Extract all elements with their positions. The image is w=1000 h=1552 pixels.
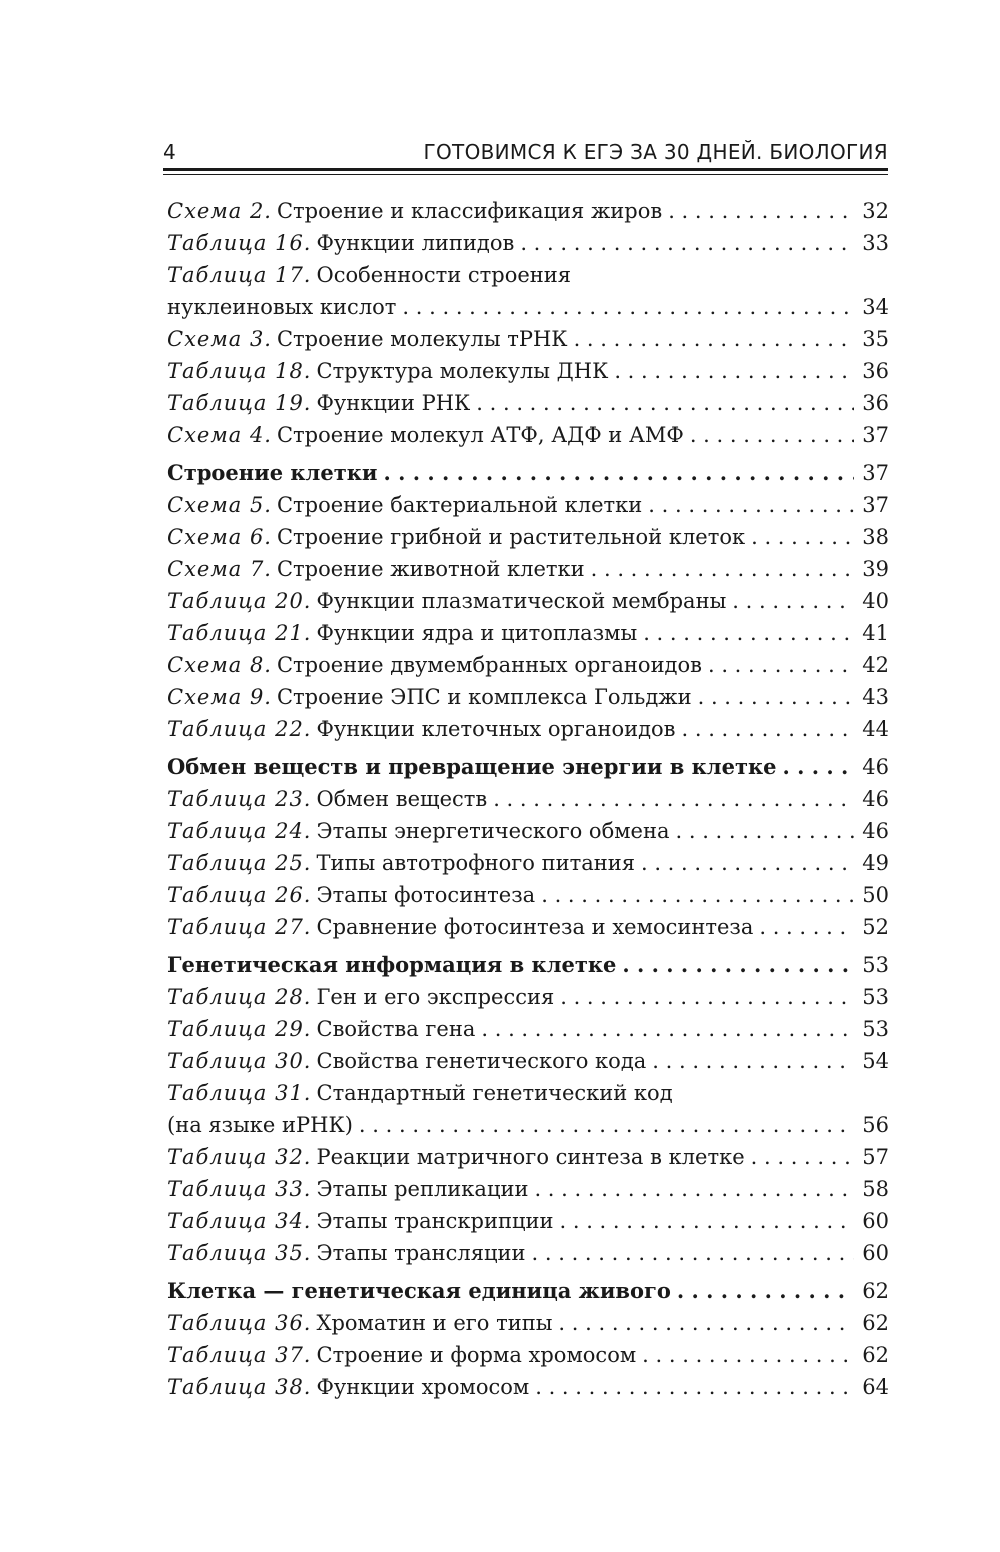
entry-label: Таблица 27. (167, 914, 312, 939)
entry-label: Таблица 32. (167, 1144, 312, 1169)
dot-leader (677, 1275, 854, 1307)
toc-entry (167, 681, 889, 713)
toc-entry (167, 1339, 889, 1371)
toc-entry (167, 291, 889, 323)
entry-title: Типы автотрофного питания (316, 850, 635, 875)
toc-entry (167, 489, 889, 521)
entry-label: Таблица 38. (167, 1374, 312, 1399)
dot-leader (708, 649, 854, 681)
toc-entry (167, 419, 889, 451)
entry-label: Схема 5. (167, 492, 272, 517)
toc-entry (167, 259, 889, 291)
toc-entry (167, 713, 889, 745)
page-ref: 46 (862, 786, 889, 811)
dot-leader (690, 419, 854, 451)
section-title: Генетическая информация в клетке (167, 951, 617, 977)
page-ref: 52 (862, 914, 889, 939)
toc-section (167, 949, 889, 981)
page-ref: 53 (862, 952, 889, 977)
dot-leader (652, 1045, 854, 1077)
toc-entry (167, 617, 889, 649)
dot-leader (591, 553, 855, 585)
page-ref: 62 (862, 1278, 889, 1303)
entry-label: Таблица 33. (167, 1176, 312, 1201)
toc-entry (167, 1205, 889, 1237)
entry-label: Схема 9. (167, 684, 272, 709)
page-ref: 39 (862, 556, 889, 581)
page-ref: 42 (862, 652, 889, 677)
entry-label: Схема 7. (167, 556, 272, 581)
toc-section (167, 457, 889, 489)
toc-entry (167, 1307, 889, 1339)
dot-leader (676, 815, 855, 847)
toc-entry (167, 1077, 889, 1109)
dot-leader (535, 1371, 854, 1403)
dot-leader (359, 1109, 854, 1141)
entry-title: Ген и его экспрессия (316, 984, 555, 1009)
dot-leader (751, 1141, 855, 1173)
toc-entry (167, 879, 889, 911)
dot-leader (560, 981, 854, 1013)
entry-label: Таблица 20. (167, 588, 312, 613)
page-ref: 40 (862, 588, 889, 613)
toc-entry (167, 1045, 889, 1077)
page-ref: 54 (862, 1048, 889, 1073)
entry-title: Хроматин и его типы (316, 1310, 553, 1335)
entry-label: Таблица 16. (167, 230, 312, 255)
toc-entry (167, 1173, 889, 1205)
dot-leader (574, 323, 855, 355)
entry-title: Особенности строения (316, 262, 572, 287)
entry-title: Сравнение фотосинтеза и хемосинтеза (316, 914, 754, 939)
entry-title: Строение грибной и растительной клеток (276, 524, 746, 549)
entry-label: Таблица 23. (167, 786, 312, 811)
dot-leader (481, 1013, 854, 1045)
entry-label: Таблица 26. (167, 882, 312, 907)
page-ref: 37 (862, 492, 889, 517)
entry-title: Стандартный генетический код (316, 1080, 673, 1105)
dot-leader (751, 521, 854, 553)
entry-label: Таблица 17. (167, 262, 312, 287)
page-ref: 49 (862, 850, 889, 875)
dot-leader (476, 387, 854, 419)
dot-leader (622, 949, 854, 981)
toc-entry (167, 227, 889, 259)
header-rule-thick (163, 168, 888, 171)
entry-label: Таблица 36. (167, 1310, 312, 1335)
toc-entry (167, 783, 889, 815)
dot-leader (383, 457, 854, 489)
entry-label: Таблица 28. (167, 984, 312, 1009)
entry-title: Структура молекулы ДНК (316, 358, 609, 383)
entry-title: Строение двумембранных органоидов (276, 652, 702, 677)
header-rule-thin (163, 174, 888, 175)
toc-entry (167, 195, 889, 227)
page-header (163, 138, 888, 172)
toc-entry (167, 1237, 889, 1269)
toc-entry (167, 355, 889, 387)
toc-entry (167, 815, 889, 847)
page-ref: 32 (862, 198, 889, 223)
dot-leader (558, 1307, 854, 1339)
dot-leader (532, 1237, 855, 1269)
toc-entry (167, 847, 889, 879)
dot-leader (534, 1173, 854, 1205)
entry-label: Таблица 22. (167, 716, 312, 741)
table-of-contents (167, 195, 889, 1403)
dot-leader (402, 291, 854, 323)
entry-label: Таблица 31. (167, 1080, 312, 1105)
entry-title: Этапы энергетического обмена (316, 818, 670, 843)
page-ref: 33 (862, 230, 889, 255)
page-ref: 36 (862, 390, 889, 415)
entry-title: (на языке иРНК) (167, 1112, 353, 1137)
page-ref: 46 (862, 754, 889, 779)
entry-title: Строение молекулы тРНК (276, 326, 568, 351)
entry-title: Этапы репликации (316, 1176, 529, 1201)
entry-title: Этапы транскрипции (316, 1208, 554, 1233)
entry-label: Схема 3. (167, 326, 272, 351)
page-ref: 50 (862, 882, 889, 907)
entry-title: Строение животной клетки (276, 556, 585, 581)
page-ref: 34 (862, 294, 889, 319)
entry-label: Схема 2. (167, 198, 272, 223)
page-ref: 60 (862, 1240, 889, 1265)
entry-title: Строение и классификация жиров (276, 198, 663, 223)
entry-title: Функции плазматической мембраны (316, 588, 727, 613)
dot-leader (541, 879, 854, 911)
entry-label: Схема 6. (167, 524, 272, 549)
entry-title: Свойства гена (316, 1016, 476, 1041)
entry-title: нуклеиновых кислот (167, 294, 397, 319)
dot-leader (783, 751, 855, 783)
page-ref: 53 (862, 984, 889, 1009)
entry-title: Этапы трансляции (316, 1240, 526, 1265)
entry-title: Функции липидов (316, 230, 515, 255)
page-ref: 53 (862, 1016, 889, 1041)
dot-leader (642, 1339, 854, 1371)
toc-entry (167, 323, 889, 355)
entry-title: Строение молекул АТФ, АДФ и АМФ (276, 422, 684, 447)
section-title: Клетка — генетическая единица живого (167, 1277, 671, 1303)
page-ref: 38 (862, 524, 889, 549)
entry-label: Таблица 29. (167, 1016, 312, 1041)
page-ref: 58 (862, 1176, 889, 1201)
page-ref: 64 (862, 1374, 889, 1399)
dot-leader (641, 847, 854, 879)
page-ref: 62 (862, 1342, 889, 1367)
toc-entry (167, 553, 889, 585)
dot-leader (732, 585, 854, 617)
entry-label: Таблица 37. (167, 1342, 312, 1367)
toc-section (167, 1275, 889, 1307)
entry-label: Таблица 34. (167, 1208, 312, 1233)
entry-label: Таблица 30. (167, 1048, 312, 1073)
page-ref: 43 (862, 684, 889, 709)
entry-title: Свойства генетического кода (316, 1048, 647, 1073)
running-title: ГОТОВИМСЯ К ЕГЭ ЗА 30 ДНЕЙ. БИОЛОГИЯ (423, 140, 888, 164)
page-ref: 37 (862, 422, 889, 447)
entry-label: Таблица 25. (167, 850, 312, 875)
entry-title: Реакции матричного синтеза в клетке (316, 1144, 745, 1169)
toc-entry (167, 1109, 889, 1141)
entry-label: Таблица 24. (167, 818, 312, 843)
dot-leader (698, 681, 855, 713)
toc-entry (167, 981, 889, 1013)
entry-title: Функции РНК (316, 390, 471, 415)
entry-label: Таблица 35. (167, 1240, 312, 1265)
toc-entry (167, 1141, 889, 1173)
toc-section (167, 751, 889, 783)
entry-title: Этапы фотосинтеза (316, 882, 536, 907)
entry-label: Таблица 19. (167, 390, 312, 415)
page-ref: 60 (862, 1208, 889, 1233)
dot-leader (520, 227, 854, 259)
page-number: 4 (163, 140, 176, 164)
entry-label: Таблица 21. (167, 620, 312, 645)
entry-label: Таблица 18. (167, 358, 312, 383)
entry-label: Схема 4. (167, 422, 272, 447)
dot-leader (493, 783, 854, 815)
section-title: Обмен веществ и превращение энергии в клетке (167, 753, 777, 779)
entry-title: Функции хромосом (316, 1374, 530, 1399)
toc-entry (167, 521, 889, 553)
entry-title: Строение и форма хромосом (316, 1342, 637, 1367)
dot-leader (648, 489, 854, 521)
entry-title: Функции ядра и цитоплазмы (316, 620, 638, 645)
dot-leader (560, 1205, 855, 1237)
section-title: Строение клетки (167, 459, 378, 485)
page-ref: 37 (862, 460, 889, 485)
page-ref: 41 (862, 620, 889, 645)
entry-title: Строение ЭПС и комплекса Гольджи (276, 684, 692, 709)
dot-leader (614, 355, 854, 387)
page-ref: 36 (862, 358, 889, 383)
toc-entry (167, 1013, 889, 1045)
toc-entry (167, 585, 889, 617)
dot-leader (759, 911, 854, 943)
toc-entry (167, 387, 889, 419)
entry-label: Схема 8. (167, 652, 272, 677)
toc-entry (167, 1371, 889, 1403)
entry-title: Строение бактериальной клетки (276, 492, 643, 517)
entry-title: Функции клеточных органоидов (316, 716, 676, 741)
dot-leader (668, 195, 854, 227)
page-ref: 56 (862, 1112, 889, 1137)
page-ref: 46 (862, 818, 889, 843)
toc-entry (167, 649, 889, 681)
page-ref: 44 (862, 716, 889, 741)
dot-leader (643, 617, 854, 649)
entry-title: Обмен веществ (316, 786, 488, 811)
page-ref: 35 (862, 326, 889, 351)
page-ref: 62 (862, 1310, 889, 1335)
toc-entry (167, 911, 889, 943)
page-ref: 57 (862, 1144, 889, 1169)
dot-leader (682, 713, 855, 745)
